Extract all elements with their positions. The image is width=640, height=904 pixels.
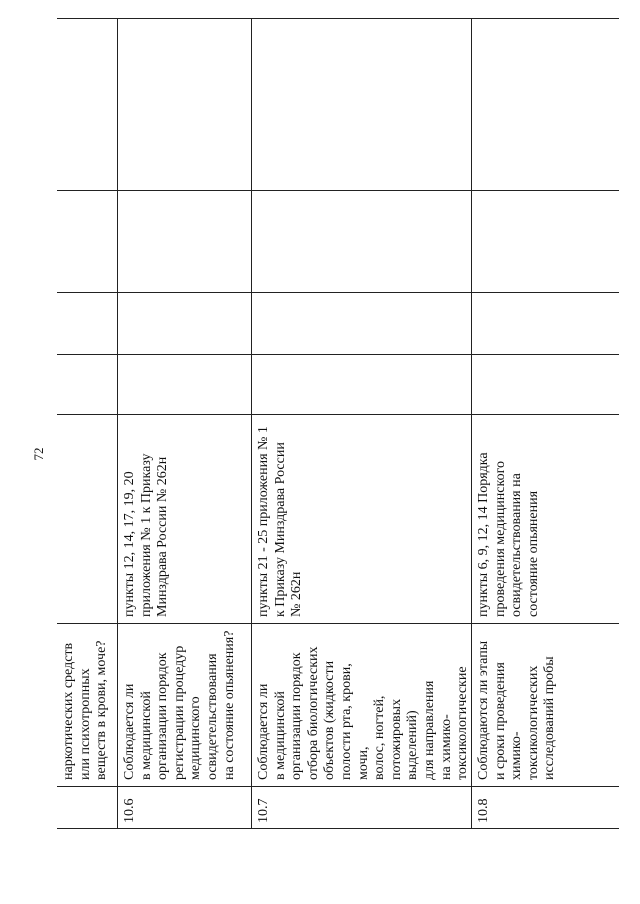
- table-row: [252, 18, 472, 829]
- cell-reference: [57, 414, 117, 623]
- checklist-table: [57, 18, 619, 829]
- cell-yes: [252, 354, 471, 414]
- cell-note: [252, 18, 471, 190]
- rotated-table-body: [57, 18, 619, 829]
- cell-reference: пункты 6, 9, 12, 14 Порядка проведения медицинского освидетельствования на состояние опьянения: [472, 414, 619, 623]
- cell-number: 10.6: [118, 786, 251, 829]
- cell-yes: [472, 354, 619, 414]
- cell-note: [57, 18, 117, 190]
- cell-yes: [118, 354, 251, 414]
- cell-yes: [57, 354, 117, 414]
- cell-question: наркотических средств или психотропных веществ в крови, моче?: [57, 623, 117, 786]
- cell-no: [57, 292, 117, 354]
- cell-not-applicable: [57, 190, 117, 292]
- cell-reference: пункты 21 - 25 приложения № 1 к Приказу Минздрава России № 262н: [252, 414, 471, 623]
- table-row: [472, 18, 619, 829]
- cell-number: 10.7: [252, 786, 471, 829]
- cell-not-applicable: [472, 190, 619, 292]
- page-number: 72: [31, 447, 46, 461]
- cell-reference: пункты 12, 14, 17, 19, 20 приложения № 1 к Приказу Минздрава России № 262н: [118, 414, 251, 623]
- cell-question: Соблюдается ли в медицинской организации порядок регистрации процедур медицинского освидетельствования на состояние опьянения?: [118, 623, 251, 786]
- cell-no: [472, 292, 619, 354]
- cell-number: [57, 786, 117, 829]
- cell-number: 10.8: [472, 786, 619, 829]
- cell-not-applicable: [252, 190, 471, 292]
- cell-note: [472, 18, 619, 190]
- cell-no: [252, 292, 471, 354]
- cell-question: Соблюдаются ли этапы и сроки проведения химико- токсикологических исследований пробы: [472, 623, 619, 786]
- table-row: [118, 18, 252, 829]
- table-row: [57, 18, 118, 829]
- cell-no: [118, 292, 251, 354]
- cell-not-applicable: [118, 190, 251, 292]
- cell-question: Соблюдается ли в медицинской организации порядок отбора биологических объектов (жидкости полости рта, крови, мочи, волос, ногтей, потожировых выделений) для направления на химико- токсикологические: [252, 623, 471, 786]
- cell-note: [118, 18, 251, 190]
